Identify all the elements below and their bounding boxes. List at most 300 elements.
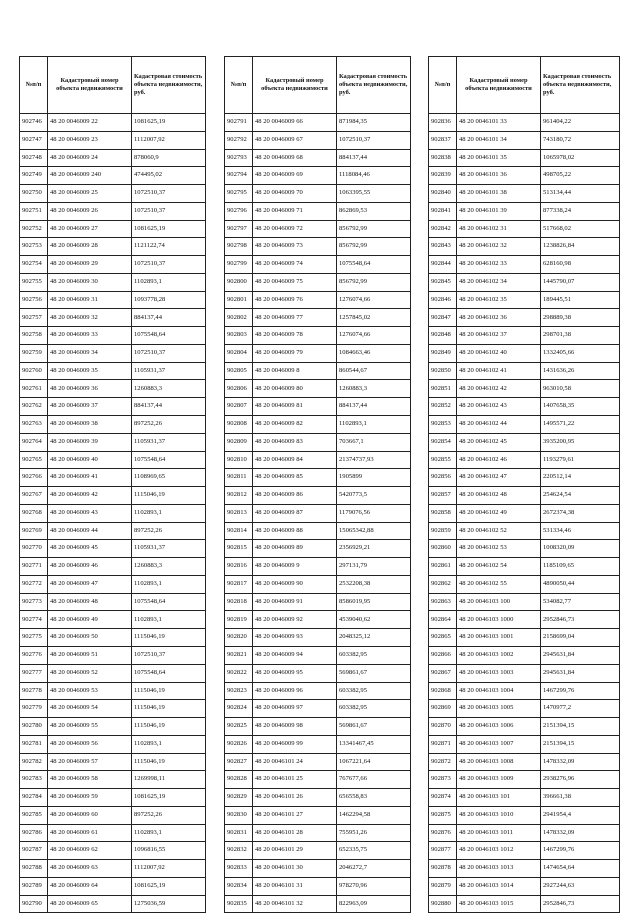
cadastral-number-cell: 48 20 0046009 42 bbox=[48, 487, 132, 505]
cadastral-cost-cell: 822963,09 bbox=[337, 895, 411, 913]
table-row bbox=[20, 575, 206, 593]
header-num: №п/п bbox=[429, 57, 457, 114]
row-number-cell: 902752 bbox=[20, 220, 48, 238]
table-row bbox=[429, 718, 620, 736]
cadastral-number-cell: 48 20 0046009 37 bbox=[48, 398, 132, 416]
row-number-cell: 902768 bbox=[20, 504, 48, 522]
cadastral-cost-cell: 220512,14 bbox=[541, 469, 620, 487]
row-number-cell: 902850 bbox=[429, 362, 457, 380]
table-row bbox=[20, 327, 206, 345]
cadastral-number-cell: 48 20 0046101 36 bbox=[457, 167, 541, 185]
cadastral-cost-cell: 1102893,1 bbox=[132, 824, 206, 842]
cadastral-cost-cell: 1105931,37 bbox=[132, 362, 206, 380]
row-number-cell: 902815 bbox=[225, 540, 253, 558]
cadastral-cost-cell: 603382,95 bbox=[337, 700, 411, 718]
cadastral-number-cell: 48 20 0046102 48 bbox=[457, 487, 541, 505]
row-number-cell: 902796 bbox=[225, 202, 253, 220]
row-number-cell: 902779 bbox=[20, 700, 48, 718]
cadastral-cost-cell: 5420773,5 bbox=[337, 487, 411, 505]
row-number-cell: 902771 bbox=[20, 558, 48, 576]
cadastral-number-cell: 48 20 0046103 1010 bbox=[457, 806, 541, 824]
cadastral-cost-cell: 1407658,35 bbox=[541, 398, 620, 416]
row-number-cell: 902812 bbox=[225, 487, 253, 505]
table-row bbox=[225, 611, 411, 629]
cadastral-cost-cell: 1115046,19 bbox=[132, 629, 206, 647]
cadastral-number-cell: 48 20 0046009 70 bbox=[253, 185, 337, 203]
cadastral-number-cell: 48 20 0046102 41 bbox=[457, 362, 541, 380]
cadastral-cost-cell: 1257845,02 bbox=[337, 309, 411, 327]
row-number-cell: 902790 bbox=[20, 895, 48, 913]
cadastral-cost-cell: 1470977,2 bbox=[541, 700, 620, 718]
table-row bbox=[20, 469, 206, 487]
row-number-cell: 902778 bbox=[20, 682, 48, 700]
cadastral-cost-cell: 743180,72 bbox=[541, 131, 620, 149]
cadastral-number-cell: 48 20 0046101 30 bbox=[253, 860, 337, 878]
table-row bbox=[429, 824, 620, 842]
table-row bbox=[20, 540, 206, 558]
row-number-cell: 902820 bbox=[225, 629, 253, 647]
row-number-cell: 902825 bbox=[225, 718, 253, 736]
row-number-cell: 902835 bbox=[225, 895, 253, 913]
row-number-cell: 902840 bbox=[429, 185, 457, 203]
cadastral-number-cell: 48 20 0046101 38 bbox=[457, 185, 541, 203]
table-row bbox=[225, 700, 411, 718]
cadastral-number-cell: 48 20 0046102 32 bbox=[457, 238, 541, 256]
cadastral-number-cell: 48 20 0046009 66 bbox=[253, 114, 337, 132]
row-number-cell: 902849 bbox=[429, 344, 457, 362]
table-row bbox=[20, 220, 206, 238]
cadastral-cost-cell: 1260883,3 bbox=[337, 380, 411, 398]
table-row bbox=[20, 433, 206, 451]
cadastral-cost-cell: 1072510,37 bbox=[132, 646, 206, 664]
cadastral-number-cell: 48 20 0046009 72 bbox=[253, 220, 337, 238]
cadastral-number-cell: 48 20 0046101 26 bbox=[253, 789, 337, 807]
table-row bbox=[429, 575, 620, 593]
cadastral-number-cell: 48 20 0046009 28 bbox=[48, 238, 132, 256]
cadastral-cost-cell: 1072510,37 bbox=[132, 344, 206, 362]
table-row bbox=[225, 273, 411, 291]
cadastral-number-cell: 48 20 0046009 65 bbox=[48, 895, 132, 913]
cadastral-cost-cell: 1093778,28 bbox=[132, 291, 206, 309]
cadastral-cost-cell: 297131,79 bbox=[337, 558, 411, 576]
row-number-cell: 902842 bbox=[429, 220, 457, 238]
cadastral-number-cell: 48 20 0046103 1012 bbox=[457, 842, 541, 860]
table-row bbox=[429, 273, 620, 291]
table-row bbox=[20, 824, 206, 842]
cadastral-cost-cell: 656558,83 bbox=[337, 789, 411, 807]
table-row bbox=[20, 593, 206, 611]
table-row bbox=[429, 114, 620, 132]
cadastral-number-cell: 48 20 0046009 75 bbox=[253, 273, 337, 291]
cadastral-cost-cell: 534082,77 bbox=[541, 593, 620, 611]
table-row bbox=[20, 238, 206, 256]
table-row bbox=[225, 575, 411, 593]
table-row bbox=[429, 344, 620, 362]
row-number-cell: 902764 bbox=[20, 433, 48, 451]
row-number-cell: 902839 bbox=[429, 167, 457, 185]
cadastral-cost-cell: 652335,75 bbox=[337, 842, 411, 860]
cadastral-cost-cell: 1102893,1 bbox=[337, 416, 411, 434]
table-row bbox=[429, 131, 620, 149]
table-row bbox=[20, 202, 206, 220]
row-number-cell: 902821 bbox=[225, 646, 253, 664]
row-number-cell: 902826 bbox=[225, 735, 253, 753]
cadastral-number-cell: 48 20 0046009 30 bbox=[48, 273, 132, 291]
cadastral-number-cell: 48 20 0046009 45 bbox=[48, 540, 132, 558]
cadastral-cost-cell: 1105931,37 bbox=[132, 540, 206, 558]
row-number-cell: 902763 bbox=[20, 416, 48, 434]
cadastral-number-cell: 48 20 0046102 52 bbox=[457, 522, 541, 540]
row-number-cell: 902838 bbox=[429, 149, 457, 167]
cadastral-number-cell: 48 20 0046103 1015 bbox=[457, 895, 541, 913]
cadastral-cost-cell: 755951,26 bbox=[337, 824, 411, 842]
table-row bbox=[225, 789, 411, 807]
cadastral-cost-cell: 1072510,37 bbox=[132, 202, 206, 220]
table-row bbox=[429, 149, 620, 167]
row-number-cell: 902809 bbox=[225, 433, 253, 451]
row-number-cell: 902751 bbox=[20, 202, 48, 220]
table-row bbox=[225, 629, 411, 647]
table-row bbox=[225, 291, 411, 309]
cadastral-cost-cell: 513134,44 bbox=[541, 185, 620, 203]
row-number-cell: 902874 bbox=[429, 789, 457, 807]
table-row bbox=[429, 362, 620, 380]
cadastral-number-cell: 48 20 0046009 67 bbox=[253, 131, 337, 149]
table-row bbox=[20, 149, 206, 167]
cadastral-cost-cell: 1905899 bbox=[337, 469, 411, 487]
cadastral-cost-cell: 1332405,66 bbox=[541, 344, 620, 362]
row-number-cell: 902810 bbox=[225, 451, 253, 469]
cadastral-number-cell: 48 20 0046009 57 bbox=[48, 753, 132, 771]
row-number-cell: 902797 bbox=[225, 220, 253, 238]
cadastral-number-cell: 48 20 0046009 33 bbox=[48, 327, 132, 345]
cadastral-number-cell: 48 20 0046009 55 bbox=[48, 718, 132, 736]
row-number-cell: 902822 bbox=[225, 664, 253, 682]
cadastral-table-2 bbox=[224, 56, 411, 913]
cadastral-cost-cell: 1081625,19 bbox=[132, 789, 206, 807]
row-number-cell: 902837 bbox=[429, 131, 457, 149]
table-row bbox=[429, 646, 620, 664]
cadastral-number-cell: 48 20 0046101 35 bbox=[457, 149, 541, 167]
row-number-cell: 902798 bbox=[225, 238, 253, 256]
cadastral-number-cell: 48 20 0046009 73 bbox=[253, 238, 337, 256]
table-row bbox=[225, 682, 411, 700]
row-number-cell: 902746 bbox=[20, 114, 48, 132]
table-row bbox=[225, 735, 411, 753]
cadastral-cost-cell: 2938276,96 bbox=[541, 771, 620, 789]
row-number-cell: 902864 bbox=[429, 611, 457, 629]
table-row bbox=[429, 487, 620, 505]
row-number-cell: 902794 bbox=[225, 167, 253, 185]
table-row bbox=[20, 682, 206, 700]
table-row bbox=[225, 877, 411, 895]
cadastral-number-cell: 48 20 0046009 32 bbox=[48, 309, 132, 327]
row-number-cell: 902770 bbox=[20, 540, 48, 558]
table-row bbox=[20, 185, 206, 203]
table-row bbox=[225, 398, 411, 416]
table-row bbox=[225, 860, 411, 878]
cadastral-number-cell: 48 20 0046009 83 bbox=[253, 433, 337, 451]
row-number-cell: 902836 bbox=[429, 114, 457, 132]
row-number-cell: 902844 bbox=[429, 256, 457, 274]
header-cost: Кадастровая стоимость объекта недвижимости, руб. bbox=[132, 57, 206, 114]
row-number-cell: 902829 bbox=[225, 789, 253, 807]
cadastral-cost-cell: 1276074,66 bbox=[337, 327, 411, 345]
row-number-cell: 902818 bbox=[225, 593, 253, 611]
cadastral-number-cell: 48 20 0046009 47 bbox=[48, 575, 132, 593]
cadastral-cost-cell: 2941954,4 bbox=[541, 806, 620, 824]
table-row bbox=[429, 789, 620, 807]
table-row bbox=[429, 291, 620, 309]
table-row bbox=[20, 806, 206, 824]
cadastral-cost-cell: 1467299,76 bbox=[541, 682, 620, 700]
row-number-cell: 902769 bbox=[20, 522, 48, 540]
cadastral-table-1 bbox=[19, 56, 206, 913]
cadastral-cost-cell: 4890050,44 bbox=[541, 575, 620, 593]
table-row bbox=[429, 398, 620, 416]
cadastral-cost-cell: 1112007,92 bbox=[132, 860, 206, 878]
cadastral-cost-cell: 1474654,64 bbox=[541, 860, 620, 878]
table-row bbox=[429, 753, 620, 771]
cadastral-number-cell: 48 20 0046009 61 bbox=[48, 824, 132, 842]
row-number-cell: 902861 bbox=[429, 558, 457, 576]
cadastral-cost-cell: 1102893,1 bbox=[132, 735, 206, 753]
table-row bbox=[429, 540, 620, 558]
cadastral-cost-cell: 1467299,76 bbox=[541, 842, 620, 860]
row-number-cell: 902767 bbox=[20, 487, 48, 505]
cadastral-number-cell: 48 20 0046103 1013 bbox=[457, 860, 541, 878]
cadastral-cost-cell: 1075548,64 bbox=[132, 593, 206, 611]
table-row bbox=[20, 114, 206, 132]
row-number-cell: 902868 bbox=[429, 682, 457, 700]
cadastral-cost-cell: 1081625,19 bbox=[132, 877, 206, 895]
cadastral-number-cell: 48 20 0046009 41 bbox=[48, 469, 132, 487]
cadastral-number-cell: 48 20 0046102 42 bbox=[457, 380, 541, 398]
cadastral-cost-cell: 2945631,84 bbox=[541, 646, 620, 664]
row-number-cell: 902834 bbox=[225, 877, 253, 895]
table-row bbox=[225, 380, 411, 398]
cadastral-number-cell: 48 20 0046009 88 bbox=[253, 522, 337, 540]
table-row bbox=[225, 362, 411, 380]
cadastral-number-cell: 48 20 0046009 9 bbox=[253, 558, 337, 576]
table-row bbox=[20, 718, 206, 736]
table-row bbox=[225, 167, 411, 185]
row-number-cell: 902851 bbox=[429, 380, 457, 398]
row-number-cell: 902824 bbox=[225, 700, 253, 718]
cadastral-cost-cell: 1478332,09 bbox=[541, 753, 620, 771]
row-number-cell: 902856 bbox=[429, 469, 457, 487]
cadastral-number-cell: 48 20 0046009 29 bbox=[48, 256, 132, 274]
table-row bbox=[429, 185, 620, 203]
cadastral-number-cell: 48 20 0046102 44 bbox=[457, 416, 541, 434]
table-row bbox=[225, 114, 411, 132]
table-row bbox=[429, 700, 620, 718]
cadastral-cost-cell: 1081625,19 bbox=[132, 114, 206, 132]
cadastral-cost-cell: 856792,99 bbox=[337, 273, 411, 291]
table-row bbox=[225, 806, 411, 824]
row-number-cell: 902800 bbox=[225, 273, 253, 291]
cadastral-number-cell: 48 20 0046009 71 bbox=[253, 202, 337, 220]
row-number-cell: 902777 bbox=[20, 664, 48, 682]
cadastral-cost-cell: 1185109,65 bbox=[541, 558, 620, 576]
row-number-cell: 902750 bbox=[20, 185, 48, 203]
table-row bbox=[429, 309, 620, 327]
row-number-cell: 902872 bbox=[429, 753, 457, 771]
cadastral-number-cell: 48 20 0046103 1008 bbox=[457, 753, 541, 771]
table-row bbox=[429, 735, 620, 753]
cadastral-cost-cell: 1115046,19 bbox=[132, 753, 206, 771]
cadastral-cost-cell: 1105931,37 bbox=[132, 433, 206, 451]
table-row bbox=[225, 416, 411, 434]
row-number-cell: 902782 bbox=[20, 753, 48, 771]
cadastral-number-cell: 48 20 0046009 240 bbox=[48, 167, 132, 185]
table-row bbox=[20, 167, 206, 185]
cadastral-number-cell: 48 20 0046102 47 bbox=[457, 469, 541, 487]
table-row bbox=[225, 593, 411, 611]
cadastral-number-cell: 48 20 0046102 53 bbox=[457, 540, 541, 558]
cadastral-number-cell: 48 20 0046009 25 bbox=[48, 185, 132, 203]
cadastral-number-cell: 48 20 0046009 8 bbox=[253, 362, 337, 380]
cadastral-number-cell: 48 20 0046009 54 bbox=[48, 700, 132, 718]
cadastral-number-cell: 48 20 0046103 1009 bbox=[457, 771, 541, 789]
table-row bbox=[225, 256, 411, 274]
cadastral-number-cell: 48 20 0046103 1001 bbox=[457, 629, 541, 647]
cadastral-number-cell: 48 20 0046101 28 bbox=[253, 824, 337, 842]
table-row bbox=[20, 895, 206, 913]
row-number-cell: 902871 bbox=[429, 735, 457, 753]
cadastral-cost-cell: 2945631,84 bbox=[541, 664, 620, 682]
table-row bbox=[429, 202, 620, 220]
table-row bbox=[225, 309, 411, 327]
row-number-cell: 902776 bbox=[20, 646, 48, 664]
cadastral-number-cell: 48 20 0046009 53 bbox=[48, 682, 132, 700]
table-row bbox=[429, 327, 620, 345]
row-number-cell: 902853 bbox=[429, 416, 457, 434]
cadastral-table-3 bbox=[428, 56, 620, 913]
cadastral-cost-cell: 603382,95 bbox=[337, 682, 411, 700]
cadastral-number-cell: 48 20 0046009 24 bbox=[48, 149, 132, 167]
row-number-cell: 902760 bbox=[20, 362, 48, 380]
cadastral-number-cell: 48 20 0046103 1000 bbox=[457, 611, 541, 629]
table-row bbox=[20, 398, 206, 416]
table-row bbox=[20, 487, 206, 505]
table-row bbox=[20, 842, 206, 860]
cadastral-cost-cell: 298889,38 bbox=[541, 309, 620, 327]
row-number-cell: 902757 bbox=[20, 309, 48, 327]
cadastral-cost-cell: 2532208,38 bbox=[337, 575, 411, 593]
cadastral-number-cell: 48 20 0046009 81 bbox=[253, 398, 337, 416]
row-number-cell: 902860 bbox=[429, 540, 457, 558]
row-number-cell: 902801 bbox=[225, 291, 253, 309]
cadastral-cost-cell: 862869,53 bbox=[337, 202, 411, 220]
cadastral-cost-cell: 15065342,88 bbox=[337, 522, 411, 540]
cadastral-cost-cell: 254624,54 bbox=[541, 487, 620, 505]
table-row bbox=[20, 877, 206, 895]
cadastral-number-cell: 48 20 0046103 1007 bbox=[457, 735, 541, 753]
table-row bbox=[20, 504, 206, 522]
cadastral-number-cell: 48 20 0046103 100 bbox=[457, 593, 541, 611]
cadastral-number-cell: 48 20 0046009 92 bbox=[253, 611, 337, 629]
cadastral-cost-cell: 1067221,64 bbox=[337, 753, 411, 771]
row-number-cell: 902859 bbox=[429, 522, 457, 540]
cadastral-number-cell: 48 20 0046009 91 bbox=[253, 593, 337, 611]
row-number-cell: 902841 bbox=[429, 202, 457, 220]
table-row bbox=[20, 522, 206, 540]
cadastral-number-cell: 48 20 0046102 46 bbox=[457, 451, 541, 469]
row-number-cell: 902832 bbox=[225, 842, 253, 860]
cadastral-cost-cell: 2952846,73 bbox=[541, 611, 620, 629]
row-number-cell: 902845 bbox=[429, 273, 457, 291]
table-row bbox=[429, 416, 620, 434]
row-number-cell: 902758 bbox=[20, 327, 48, 345]
cadastral-cost-cell: 1063395,55 bbox=[337, 185, 411, 203]
table-row bbox=[225, 824, 411, 842]
cadastral-number-cell: 48 20 0046009 78 bbox=[253, 327, 337, 345]
cadastral-cost-cell: 1275036,59 bbox=[132, 895, 206, 913]
row-number-cell: 902875 bbox=[429, 806, 457, 824]
cadastral-cost-cell: 2158699,04 bbox=[541, 629, 620, 647]
cadastral-cost-cell: 3935200,95 bbox=[541, 433, 620, 451]
row-number-cell: 902866 bbox=[429, 646, 457, 664]
table-row bbox=[225, 131, 411, 149]
cadastral-cost-cell: 884137,44 bbox=[132, 398, 206, 416]
table-row bbox=[225, 433, 411, 451]
cadastral-number-cell: 48 20 0046102 40 bbox=[457, 344, 541, 362]
table-row bbox=[225, 646, 411, 664]
cadastral-cost-cell: 2048325,12 bbox=[337, 629, 411, 647]
table-row bbox=[225, 664, 411, 682]
table-row bbox=[225, 185, 411, 203]
cadastral-number-cell: 48 20 0046101 25 bbox=[253, 771, 337, 789]
row-number-cell: 902823 bbox=[225, 682, 253, 700]
row-number-cell: 902807 bbox=[225, 398, 253, 416]
row-number-cell: 902795 bbox=[225, 185, 253, 203]
row-number-cell: 902846 bbox=[429, 291, 457, 309]
cadastral-number-cell: 48 20 0046101 31 bbox=[253, 877, 337, 895]
cadastral-number-cell: 48 20 0046009 34 bbox=[48, 344, 132, 362]
table-row bbox=[225, 753, 411, 771]
table-row bbox=[225, 842, 411, 860]
cadastral-number-cell: 48 20 0046009 62 bbox=[48, 842, 132, 860]
cadastral-number-cell: 48 20 0046009 80 bbox=[253, 380, 337, 398]
cadastral-cost-cell: 1179076,56 bbox=[337, 504, 411, 522]
cadastral-cost-cell: 897252,26 bbox=[132, 522, 206, 540]
cadastral-cost-cell: 498705,22 bbox=[541, 167, 620, 185]
cadastral-number-cell: 48 20 0046009 26 bbox=[48, 202, 132, 220]
row-number-cell: 902766 bbox=[20, 469, 48, 487]
cadastral-number-cell: 48 20 0046101 32 bbox=[253, 895, 337, 913]
cadastral-number-cell: 48 20 0046103 1006 bbox=[457, 718, 541, 736]
cadastral-number-cell: 48 20 0046103 1005 bbox=[457, 700, 541, 718]
cadastral-number-cell: 48 20 0046009 36 bbox=[48, 380, 132, 398]
table-row bbox=[429, 682, 620, 700]
cadastral-number-cell: 48 20 0046009 87 bbox=[253, 504, 337, 522]
cadastral-cost-cell: 569861,67 bbox=[337, 664, 411, 682]
cadastral-number-cell: 48 20 0046009 74 bbox=[253, 256, 337, 274]
cadastral-cost-cell: 298701,38 bbox=[541, 327, 620, 345]
table-row bbox=[429, 504, 620, 522]
table-row bbox=[429, 842, 620, 860]
cadastral-cost-cell: 1075548,64 bbox=[132, 664, 206, 682]
cadastral-cost-cell: 703667,1 bbox=[337, 433, 411, 451]
row-number-cell: 902755 bbox=[20, 273, 48, 291]
cadastral-number-cell: 48 20 0046009 56 bbox=[48, 735, 132, 753]
cadastral-cost-cell: 1008320,09 bbox=[541, 540, 620, 558]
row-number-cell: 902880 bbox=[429, 895, 457, 913]
cadastral-cost-cell: 1072510,37 bbox=[132, 256, 206, 274]
cadastral-cost-cell: 1478332,09 bbox=[541, 824, 620, 842]
row-number-cell: 902789 bbox=[20, 877, 48, 895]
